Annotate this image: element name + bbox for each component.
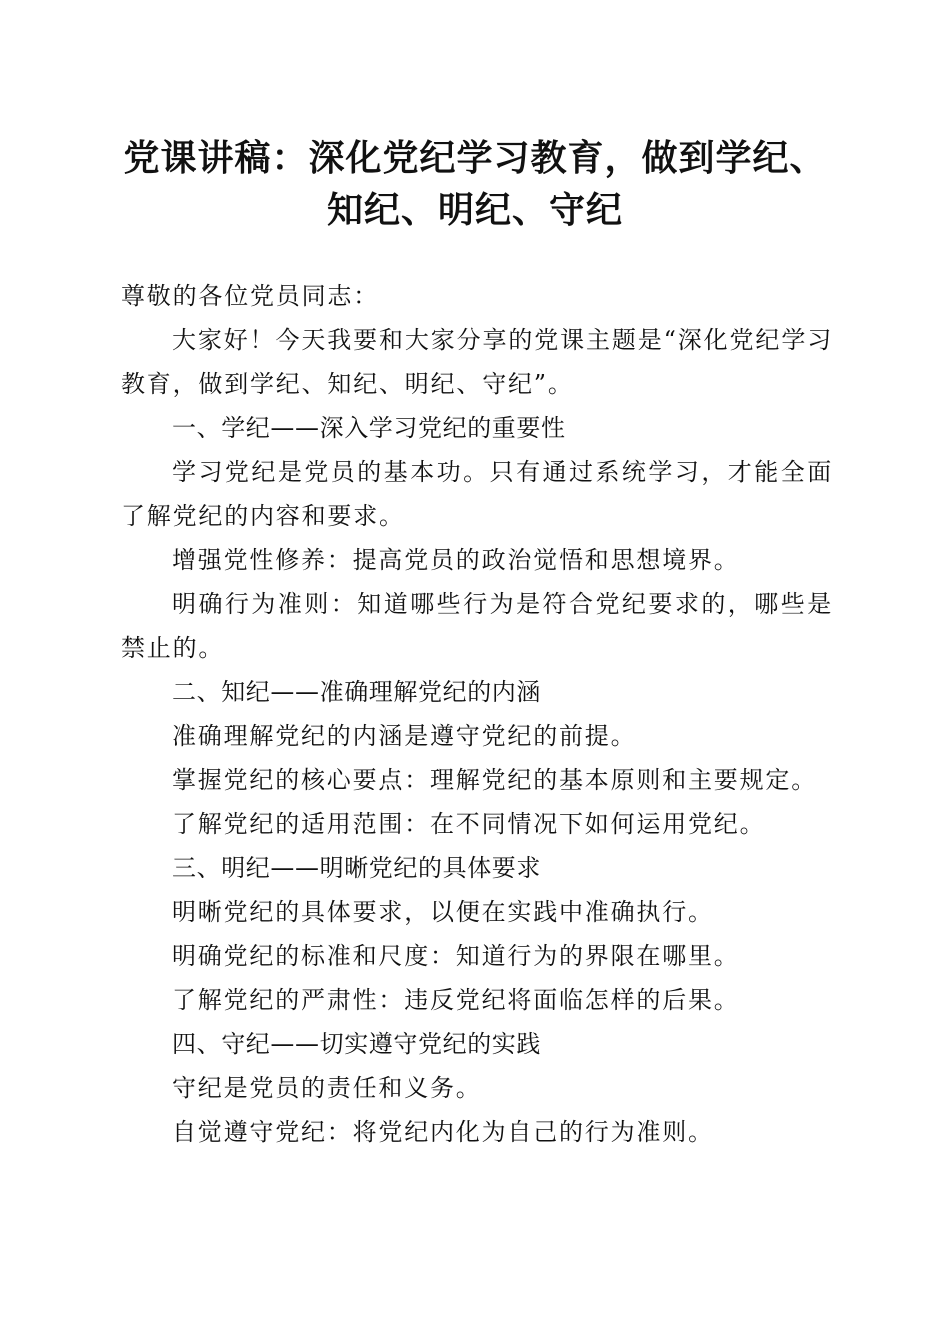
section-heading-4: 四、守纪——切实遵守党纪的实践 <box>172 1030 541 1058</box>
paragraph: 掌握党纪的核心要点：理解党纪的基本原则和主要规定。 <box>172 766 817 794</box>
section-heading-3: 三、明纪——明晰党纪的具体要求 <box>172 854 541 882</box>
paragraph-intro: 大家好！今天我要和大家分享的党课主题是“深化党纪学习教育，做到学纪、知纪、明纪、守纪”。 <box>121 326 833 398</box>
paragraph: 自觉遵守党纪：将党纪内化为自己的行为准则。 <box>172 1118 714 1146</box>
paragraph: 明确行为准则：知道哪些行为是符合党纪要求的，哪些是禁止的。 <box>121 590 833 662</box>
document-title: 党课讲稿：深化党纪学习教育，做到学纪、知纪、明纪、守纪 <box>123 137 827 231</box>
paragraph: 了解党纪的适用范围：在不同情况下如何运用党纪。 <box>172 810 766 838</box>
section-heading-1: 一、学纪——深入学习党纪的重要性 <box>172 414 566 442</box>
paragraph: 明确党纪的标准和尺度：知道行为的界限在哪里。 <box>172 942 740 970</box>
paragraph: 学习党纪是党员的基本功。只有通过系统学习，才能全面了解党纪的内容和要求。 <box>121 458 833 530</box>
salutation: 尊敬的各位党员同志： <box>121 282 379 310</box>
section-heading-2: 二、知纪——准确理解党纪的内涵 <box>172 678 541 706</box>
paragraph: 守纪是党员的责任和义务。 <box>172 1074 482 1102</box>
paragraph: 准确理解党纪的内涵是遵守党纪的前提。 <box>172 722 637 750</box>
paragraph: 了解党纪的严肃性：违反党纪将面临怎样的后果。 <box>172 986 740 1014</box>
document-body <box>121 274 833 1154</box>
paragraph: 明晰党纪的具体要求，以便在实践中准确执行。 <box>172 898 714 926</box>
paragraph: 增强党性修养：提高党员的政治觉悟和思想境界。 <box>172 546 740 574</box>
